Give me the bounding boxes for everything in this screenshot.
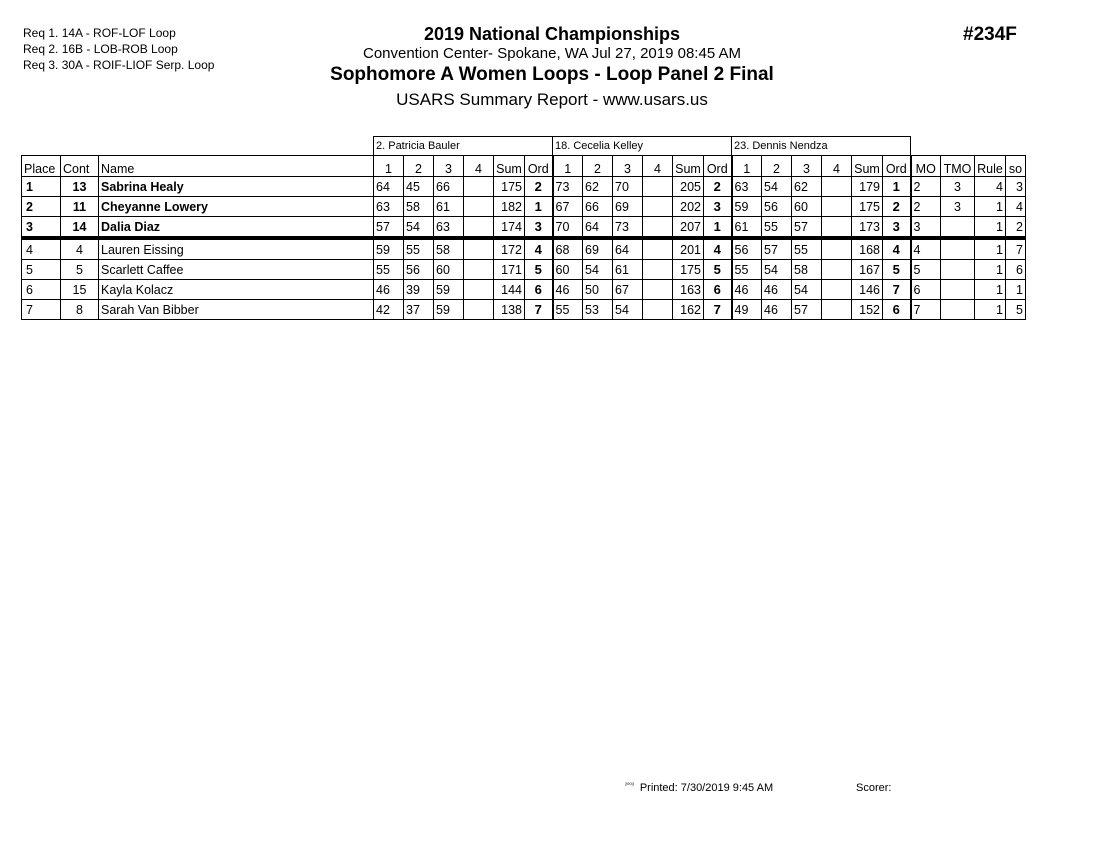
judge-2-score-4-cell bbox=[643, 217, 673, 239]
place-cell: 7 bbox=[22, 300, 61, 320]
judge-1-score-3-cell: 66 bbox=[434, 177, 464, 197]
judge-1-name: 2. Patricia Bauler bbox=[374, 137, 553, 156]
place-cell: 4 bbox=[22, 238, 61, 260]
judge-1-score-4-cell bbox=[464, 238, 494, 260]
judge-2-score-3-cell: 61 bbox=[613, 260, 643, 280]
col-j2-score3: 3 bbox=[613, 156, 643, 177]
judge-2-ordinal-cell: 2 bbox=[704, 177, 732, 197]
so-cell: 4 bbox=[1006, 197, 1026, 217]
contestant-number-cell: 15 bbox=[61, 280, 99, 300]
judge-2-score-2-cell: 69 bbox=[583, 238, 613, 260]
judge-3-ordinal-cell: 1 bbox=[883, 177, 911, 197]
judge-3-sum-cell: 179 bbox=[852, 177, 883, 197]
judge-2-score-3-cell: 70 bbox=[613, 177, 643, 197]
col-j1-score1: 1 bbox=[374, 156, 404, 177]
skater-name-cell: Sarah Van Bibber bbox=[99, 300, 374, 320]
judge-1-score-3-cell: 58 bbox=[434, 238, 464, 260]
judge-3-score-2-cell: 46 bbox=[762, 300, 792, 320]
judge-1-sum-cell: 172 bbox=[494, 238, 525, 260]
judge-1-score-2-cell: 58 bbox=[404, 197, 434, 217]
judge-2-score-1-cell: 46 bbox=[553, 280, 583, 300]
col-j2-score1: 1 bbox=[553, 156, 583, 177]
judge-3-sum-cell: 167 bbox=[852, 260, 883, 280]
place-cell: 3 bbox=[22, 217, 61, 239]
place-cell: 1 bbox=[22, 177, 61, 197]
judge-2-score-3-cell: 54 bbox=[613, 300, 643, 320]
rule-cell: 1 bbox=[975, 280, 1006, 300]
col-j2-score2: 2 bbox=[583, 156, 613, 177]
results-table bbox=[21, 136, 1026, 320]
printed-info bbox=[625, 782, 773, 794]
judge-3-score-1-cell: 46 bbox=[732, 280, 762, 300]
contestant-number-cell: 14 bbox=[61, 217, 99, 239]
rule-cell: 1 bbox=[975, 238, 1006, 260]
place-cell: 6 bbox=[22, 280, 61, 300]
col-so: so bbox=[1006, 156, 1026, 177]
judge-3-score-2-cell: 54 bbox=[762, 260, 792, 280]
so-cell: 7 bbox=[1006, 238, 1026, 260]
judge-1-sum-cell: 144 bbox=[494, 280, 525, 300]
judge-row bbox=[22, 137, 1026, 156]
col-j3-sum: Sum bbox=[852, 156, 883, 177]
skater-name-cell: Lauren Eissing bbox=[99, 238, 374, 260]
judge-1-ordinal-cell: 5 bbox=[525, 260, 553, 280]
judge-3-score-2-cell: 57 bbox=[762, 238, 792, 260]
judge-2-sum-cell: 162 bbox=[673, 300, 704, 320]
judge-2-score-3-cell: 67 bbox=[613, 280, 643, 300]
rule-cell: 1 bbox=[975, 197, 1006, 217]
col-j1-score2: 2 bbox=[404, 156, 434, 177]
judge-3-sum-cell: 173 bbox=[852, 217, 883, 239]
judge-1-ordinal-cell: 3 bbox=[525, 217, 553, 239]
judge-2-ordinal-cell: 6 bbox=[704, 280, 732, 300]
tmo-cell bbox=[941, 260, 975, 280]
column-header-row bbox=[22, 156, 1026, 177]
judge-3-ordinal-cell: 6 bbox=[883, 300, 911, 320]
judge-3-ordinal-cell: 2 bbox=[883, 197, 911, 217]
contestant-number-cell: 8 bbox=[61, 300, 99, 320]
judge-3-score-1-cell: 55 bbox=[732, 260, 762, 280]
rule-cell: 1 bbox=[975, 217, 1006, 239]
contestant-number-cell: 11 bbox=[61, 197, 99, 217]
judge-3-score-4-cell bbox=[822, 300, 852, 320]
so-cell: 1 bbox=[1006, 280, 1026, 300]
scorer-label: Scorer: bbox=[856, 782, 892, 794]
judge-3-score-3-cell: 62 bbox=[792, 177, 822, 197]
judge-2-score-2-cell: 53 bbox=[583, 300, 613, 320]
col-place: Place bbox=[22, 156, 61, 177]
judge-2-sum-cell: 207 bbox=[673, 217, 704, 239]
judge-2-score-1-cell: 67 bbox=[553, 197, 583, 217]
contestant-number-cell: 13 bbox=[61, 177, 99, 197]
judge-2-ordinal-cell: 4 bbox=[704, 238, 732, 260]
tmo-cell bbox=[941, 300, 975, 320]
judge-2-score-2-cell: 64 bbox=[583, 217, 613, 239]
judge-2-score-1-cell: 70 bbox=[553, 217, 583, 239]
skater-name-cell: Scarlett Caffee bbox=[99, 260, 374, 280]
judge-3-score-2-cell: 46 bbox=[762, 280, 792, 300]
mo-cell: 5 bbox=[911, 260, 941, 280]
judge-3-score-1-cell: 56 bbox=[732, 238, 762, 260]
judge-3-ordinal-cell: 5 bbox=[883, 260, 911, 280]
judge-1-score-2-cell: 37 bbox=[404, 300, 434, 320]
col-tmo: TMO bbox=[941, 156, 975, 177]
printed-datetime: Printed: 7/30/2019 9:45 AM bbox=[639, 782, 774, 794]
competition-title: 2019 National Championships bbox=[423, 24, 681, 44]
judge-2-ordinal-cell: 1 bbox=[704, 217, 732, 239]
skater-name-cell: Sabrina Healy bbox=[99, 177, 374, 197]
judge-1-score-2-cell: 54 bbox=[404, 217, 434, 239]
judge-3-sum-cell: 168 bbox=[852, 238, 883, 260]
judge-1-score-3-cell: 63 bbox=[434, 217, 464, 239]
judge-3-ordinal-cell: 7 bbox=[883, 280, 911, 300]
event-number: #234F bbox=[963, 24, 1017, 45]
judge-3-name: 23. Dennis Nendza bbox=[732, 137, 911, 156]
judge-1-score-4-cell bbox=[464, 197, 494, 217]
judge-1-score-2-cell: 56 bbox=[404, 260, 434, 280]
judge-3-ordinal-cell: 4 bbox=[883, 238, 911, 260]
judge-3-score-3-cell: 57 bbox=[792, 300, 822, 320]
col-cont: Cont bbox=[61, 156, 99, 177]
judge-2-score-4-cell bbox=[643, 177, 673, 197]
event-title: Sophomore A Women Loops - Loop Panel 2 Final bbox=[330, 64, 774, 85]
place-cell: 5 bbox=[22, 260, 61, 280]
judge-2-score-2-cell: 66 bbox=[583, 197, 613, 217]
mo-cell: 4 bbox=[911, 238, 941, 260]
judge-2-ordinal-cell: 5 bbox=[704, 260, 732, 280]
judge-1-score-2-cell: 39 bbox=[404, 280, 434, 300]
judge-3-score-4-cell bbox=[822, 280, 852, 300]
judge-3-score-4-cell bbox=[822, 238, 852, 260]
judge-2-sum-cell: 205 bbox=[673, 177, 704, 197]
judge-2-sum-cell: 201 bbox=[673, 238, 704, 260]
judge-2-sum-cell: 175 bbox=[673, 260, 704, 280]
report-title: USARS Summary Report - www.usars.us bbox=[396, 90, 708, 109]
judge-1-score-1-cell: 63 bbox=[374, 197, 404, 217]
judge-1-score-4-cell bbox=[464, 280, 494, 300]
tmo-cell bbox=[941, 217, 975, 239]
table-row bbox=[22, 238, 1026, 260]
judge-1-sum-cell: 182 bbox=[494, 197, 525, 217]
judge-1-ordinal-cell: 4 bbox=[525, 238, 553, 260]
judge-3-score-2-cell: 54 bbox=[762, 177, 792, 197]
col-j3-ord: Ord bbox=[883, 156, 911, 177]
judge-2-score-1-cell: 60 bbox=[553, 260, 583, 280]
col-j3-score4: 4 bbox=[822, 156, 852, 177]
judge-3-score-4-cell bbox=[822, 217, 852, 239]
judge-2-score-3-cell: 69 bbox=[613, 197, 643, 217]
tmo-cell bbox=[941, 238, 975, 260]
rule-cell: 4 bbox=[975, 177, 1006, 197]
judge-1-score-4-cell bbox=[464, 260, 494, 280]
requirement-3: Req 3. 30A - ROIF-LIOF Serp. Loop bbox=[23, 58, 215, 72]
judge-2-ordinal-cell: 3 bbox=[704, 197, 732, 217]
tmo-cell: 3 bbox=[941, 177, 975, 197]
so-cell: 6 bbox=[1006, 260, 1026, 280]
table-row bbox=[22, 300, 1026, 320]
table-row bbox=[22, 260, 1026, 280]
judge-3-score-1-cell: 61 bbox=[732, 217, 762, 239]
contestant-number-cell: 5 bbox=[61, 260, 99, 280]
col-rule: Rule bbox=[975, 156, 1006, 177]
judge-1-sum-cell: 174 bbox=[494, 217, 525, 239]
skater-name-cell: Cheyanne Lowery bbox=[99, 197, 374, 217]
judge-1-score-4-cell bbox=[464, 300, 494, 320]
col-name: Name bbox=[99, 156, 374, 177]
judge-1-score-4-cell bbox=[464, 177, 494, 197]
table-row bbox=[22, 177, 1026, 197]
judge-2-score-2-cell: 62 bbox=[583, 177, 613, 197]
col-j2-ord: Ord bbox=[704, 156, 732, 177]
judge-1-score-3-cell: 61 bbox=[434, 197, 464, 217]
judge-2-ordinal-cell: 7 bbox=[704, 300, 732, 320]
judge-2-score-4-cell bbox=[643, 280, 673, 300]
judge-2-score-1-cell: 73 bbox=[553, 177, 583, 197]
table-row bbox=[22, 280, 1026, 300]
judge-1-ordinal-cell: 2 bbox=[525, 177, 553, 197]
mo-cell: 7 bbox=[911, 300, 941, 320]
judge-1-score-1-cell: 55 bbox=[374, 260, 404, 280]
judge-1-sum-cell: 138 bbox=[494, 300, 525, 320]
judge-2-score-4-cell bbox=[643, 197, 673, 217]
judge-2-score-4-cell bbox=[643, 260, 673, 280]
judge-3-score-1-cell: 59 bbox=[732, 197, 762, 217]
skater-name-cell: Dalia Diaz bbox=[99, 217, 374, 239]
tmo-cell bbox=[941, 280, 975, 300]
col-j3-score1: 1 bbox=[732, 156, 762, 177]
judge-3-score-3-cell: 54 bbox=[792, 280, 822, 300]
judge-3-ordinal-cell: 3 bbox=[883, 217, 911, 239]
judge-1-ordinal-cell: 6 bbox=[525, 280, 553, 300]
requirement-2: Req 2. 16B - LOB-ROB Loop bbox=[23, 42, 178, 56]
judge-1-score-1-cell: 64 bbox=[374, 177, 404, 197]
judge-2-score-4-cell bbox=[643, 238, 673, 260]
col-mo: MO bbox=[911, 156, 941, 177]
judge-3-score-4-cell bbox=[822, 260, 852, 280]
table-row bbox=[22, 197, 1026, 217]
contestant-number-cell: 4 bbox=[61, 238, 99, 260]
col-j1-sum: Sum bbox=[494, 156, 525, 177]
venue-datetime: Convention Center- Spokane, WA Jul 27, 2019 08:45 AM bbox=[362, 45, 741, 62]
judge-1-score-3-cell: 60 bbox=[434, 260, 464, 280]
judge-3-score-1-cell: 63 bbox=[732, 177, 762, 197]
tmo-cell: 3 bbox=[941, 197, 975, 217]
judge-2-score-1-cell: 55 bbox=[553, 300, 583, 320]
mo-cell: 2 bbox=[911, 197, 941, 217]
col-j2-sum: Sum bbox=[673, 156, 704, 177]
judge-2-score-2-cell: 54 bbox=[583, 260, 613, 280]
mo-cell: 3 bbox=[911, 217, 941, 239]
judge-1-sum-cell: 175 bbox=[494, 177, 525, 197]
judge-1-score-1-cell: 57 bbox=[374, 217, 404, 239]
mo-cell: 2 bbox=[911, 177, 941, 197]
judge-1-ordinal-cell: 7 bbox=[525, 300, 553, 320]
judge-3-score-2-cell: 55 bbox=[762, 217, 792, 239]
judge-2-score-2-cell: 50 bbox=[583, 280, 613, 300]
judge-1-score-2-cell: 45 bbox=[404, 177, 434, 197]
judge-1-sum-cell: 171 bbox=[494, 260, 525, 280]
so-cell: 2 bbox=[1006, 217, 1026, 239]
judge-2-sum-cell: 202 bbox=[673, 197, 704, 217]
judge-3-sum-cell: 152 bbox=[852, 300, 883, 320]
place-cell: 2 bbox=[22, 197, 61, 217]
col-j1-ord: Ord bbox=[525, 156, 553, 177]
table-row bbox=[22, 217, 1026, 239]
judge-2-score-3-cell: 64 bbox=[613, 238, 643, 260]
judge-3-score-1-cell: 49 bbox=[732, 300, 762, 320]
col-j3-score2: 2 bbox=[762, 156, 792, 177]
judge-2-name: 18. Cecelia Kelley bbox=[553, 137, 732, 156]
judge-1-score-2-cell: 55 bbox=[404, 238, 434, 260]
judge-3-score-4-cell bbox=[822, 177, 852, 197]
rule-cell: 1 bbox=[975, 300, 1006, 320]
judge-1-score-1-cell: 59 bbox=[374, 238, 404, 260]
judge-3-sum-cell: 146 bbox=[852, 280, 883, 300]
judge-2-sum-cell: 163 bbox=[673, 280, 704, 300]
judge-1-score-1-cell: 46 bbox=[374, 280, 404, 300]
col-j1-score4: 4 bbox=[464, 156, 494, 177]
judge-2-score-4-cell bbox=[643, 300, 673, 320]
col-j2-score4: 4 bbox=[643, 156, 673, 177]
judge-3-score-3-cell: 57 bbox=[792, 217, 822, 239]
judge-1-score-3-cell: 59 bbox=[434, 300, 464, 320]
judge-2-score-1-cell: 68 bbox=[553, 238, 583, 260]
judge-3-score-3-cell: 55 bbox=[792, 238, 822, 260]
skater-name-cell: Kayla Kolacz bbox=[99, 280, 374, 300]
mo-cell: 6 bbox=[911, 280, 941, 300]
col-j3-score3: 3 bbox=[792, 156, 822, 177]
judge-3-score-4-cell bbox=[822, 197, 852, 217]
col-j1-score3: 3 bbox=[434, 156, 464, 177]
so-cell: 3 bbox=[1006, 177, 1026, 197]
judge-1-score-1-cell: 42 bbox=[374, 300, 404, 320]
software-version: ²⁰⁰³ bbox=[625, 783, 634, 789]
judge-3-score-2-cell: 56 bbox=[762, 197, 792, 217]
judge-1-ordinal-cell: 1 bbox=[525, 197, 553, 217]
so-cell: 5 bbox=[1006, 300, 1026, 320]
judge-3-score-3-cell: 58 bbox=[792, 260, 822, 280]
judge-1-score-4-cell bbox=[464, 217, 494, 239]
judge-1-score-3-cell: 59 bbox=[434, 280, 464, 300]
rule-cell: 1 bbox=[975, 260, 1006, 280]
judge-2-score-3-cell: 73 bbox=[613, 217, 643, 239]
judge-3-score-3-cell: 60 bbox=[792, 197, 822, 217]
judge-3-sum-cell: 175 bbox=[852, 197, 883, 217]
requirement-1: Req 1. 14A - ROF-LOF Loop bbox=[23, 26, 176, 40]
